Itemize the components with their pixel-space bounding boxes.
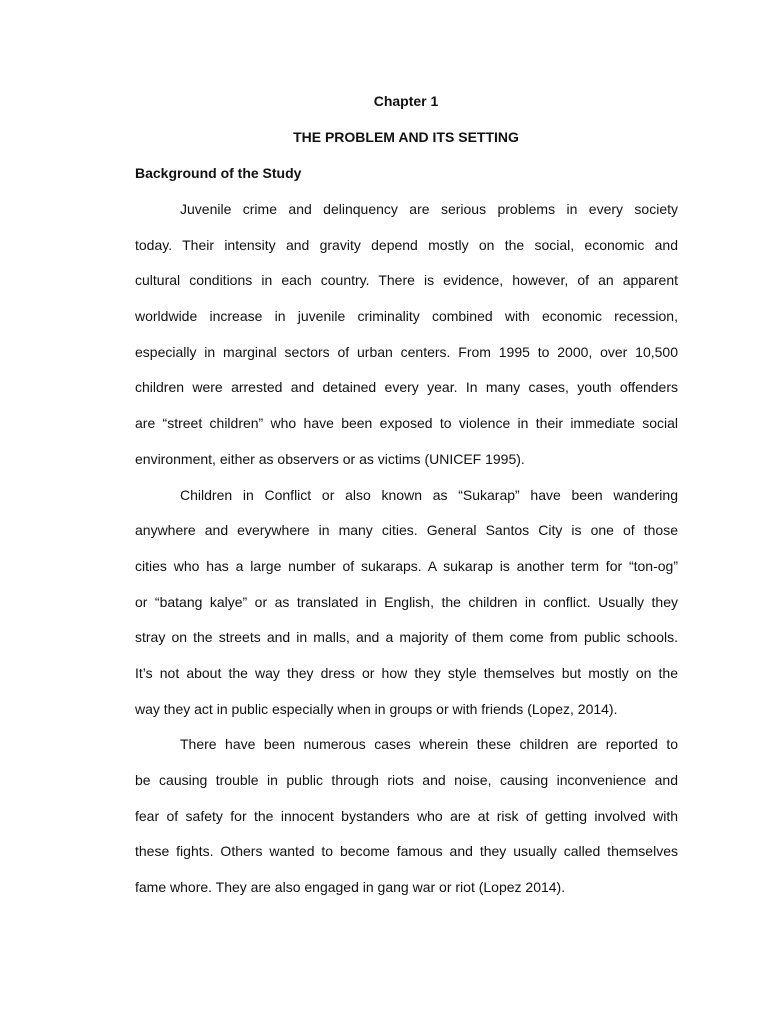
text-line: Juvenile crime and delinquency are serious problems in every society	[180, 201, 678, 217]
text-line: There have been numerous cases wherein these children are reported to	[180, 736, 678, 753]
text-line: fame whore. They are also engaged in gang war or riot (Lopez 2014).	[135, 879, 566, 896]
text-line: It’s not about the way they dress or how they style themselves but mostly on the	[135, 664, 678, 681]
text-line: especially in marginal sectors of urban centers. From 1995 to 2000, over 10,500	[135, 343, 678, 360]
text-line: cities who has a large number of sukaraps. A sukarap is another term for “ton-og”	[135, 557, 678, 574]
text-line: are “street children” who have been exposed to violence in their immediate social	[135, 415, 678, 432]
paragraph	[135, 484, 678, 734]
text-line: be causing trouble in public through riots and noise, causing inconvenience and	[135, 772, 678, 788]
text-line: anywhere and everywhere in many cities. General Santos City is one of those	[135, 522, 678, 539]
text-line: today. Their intensity and gravity depend mostly on the social, economic and	[135, 236, 678, 253]
text-line: Children in Conflict or also known as “Sukarap” have been wandering	[180, 486, 678, 503]
text-line: fear of safety for the innocent bystanders who are at risk of getting involved with	[135, 807, 678, 824]
text-line: way they act in public especially when in groups or with friends (Lopez, 2014).	[135, 700, 618, 717]
text-line: cultural conditions in each country. There is evidence, however, of an apparent	[135, 272, 678, 289]
text-line: children were arrested and detained every year. In many cases, youth offenders	[135, 379, 678, 396]
paragraph	[135, 733, 678, 911]
chapter-label: Chapter 1	[373, 93, 439, 109]
text-line: worldwide increase in juvenile criminality combined with economic recession,	[135, 308, 678, 325]
text-line: environment, either as observers or as victims (UNICEF 1995).	[135, 450, 525, 467]
text-line: stray on the streets and in malls, and a majority of them come from public schools.	[135, 629, 678, 646]
text-line: these fights. Others wanted to become famous and they usually called themselves	[135, 843, 678, 860]
body-text	[135, 198, 678, 912]
document-title: THE PROBLEM AND ITS SETTING	[293, 129, 519, 145]
section-heading: Background of the Study	[135, 165, 302, 181]
paragraph	[135, 198, 678, 484]
text-line: or “batang kalye” or as translated in English, the children in conflict. Usually they	[135, 593, 678, 610]
